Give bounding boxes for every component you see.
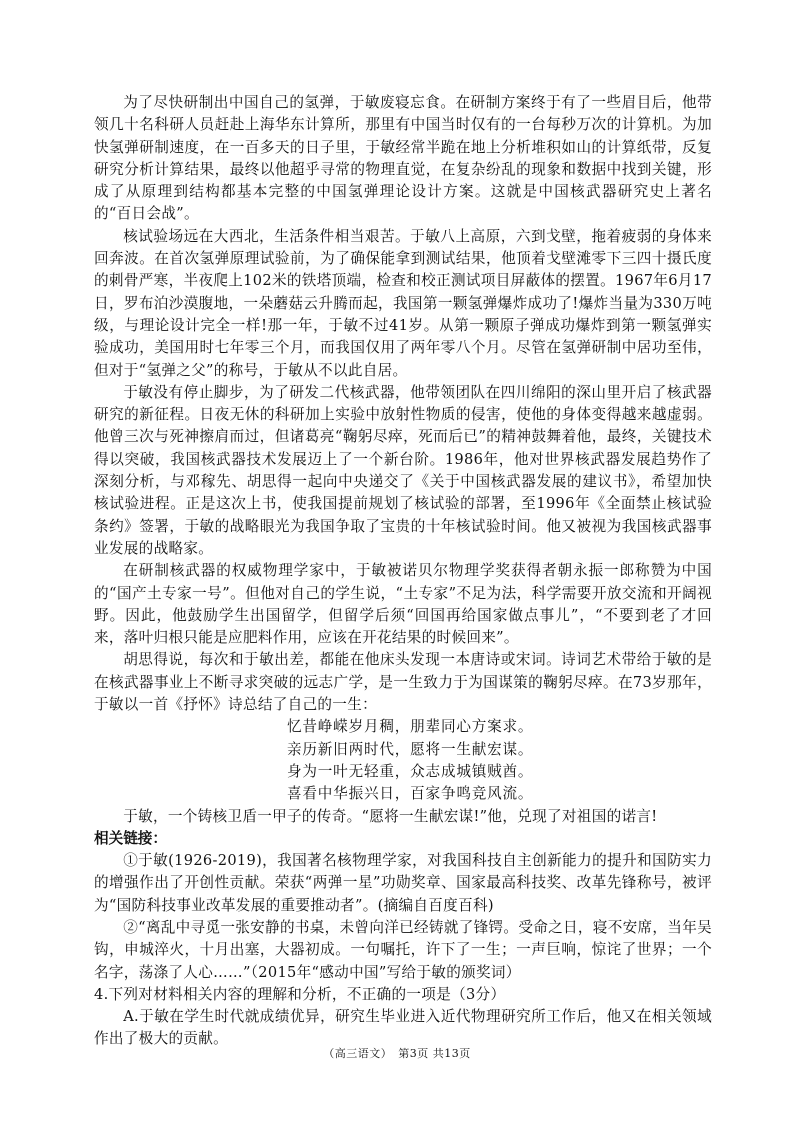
paragraph-4: 在研制核武器的权威物理学家中，于敏被诺贝尔物理学奖获得者朝永振一郎称赞为中国的“国产土专家一号”。但他对自己的学生说，“土专家”不足为法，科学需要开放交流和开阔视野。因此，他鼓励学生出国留学，但留学后须“回国再给国家做点事儿”，“不要到老了才回来，落叶归根只能是应肥料作用，应该在开花结果的时候回来”。 <box>94 562 712 647</box>
poem-line: 忆昔峥嵘岁月稠，朋辈同心方案求。 <box>287 718 534 736</box>
poem-line: 身为一叶无轻重，众志成城镇贼酋。 <box>287 762 534 780</box>
document-body <box>94 92 712 1051</box>
closing-paragraph: 于敏，一个铸核卫盾一甲子的传奇。“愿将一生献宏谋!”他，兑现了对祖国的诺言! <box>123 807 658 825</box>
paragraph-1: 为了尽快研制出中国自己的氢弹，于敏废寝忘食。在研制方案终于有了一些眉目后，他带领几十名科研人员赶赴上海华东计算所，那里有中国当时仅有的一台每秒万次的计算机。为加快氢弹研制速度，在一百多天的日子里，于敏经常半跪在地上分析堆积如山的计算纸带，反复研究分析计算结果，最终以他超乎寻常的物理直觉，在复杂纷乱的现象和数据中找到关键，形成了从原理到结构都基本完整的中国氢弹理论设计方案。这就是中国核武器研究史上著名的“百日会战”。 <box>94 94 712 223</box>
related-link-1: ①于敏(1926-2019)，我国著名核物理学家，对我国科技自主创新能力的提升和国防实力的增强作出了开创性贡献。荣获“两弹一星”功勋奖章、国家最高科技奖、改革先锋称号，被评为“国防科技事业改革发展的重要推动者”。(摘编自百度百科) <box>94 852 712 914</box>
question-stem: 4.下列对材料相关内容的理解和分析，不正确的一项是（3分） <box>94 985 506 1003</box>
related-link-2: ②“离乱中寻觅一张安静的书桌，未曾向洋已经铸就了锋锷。受命之日，寝不安席，当年吴钩，申城淬火，十月出塞，大器初成。一句嘱托，许下了一生；一声巨响，惊诧了世界；一个名字，荡涤了人心……”（2015年“感动中国”写给于敏的颁奖词） <box>94 918 712 981</box>
paragraph-2: 核试验场远在大西北，生活条件相当艰苦。于敏八上高原，六到戈壁，拖着疲弱的身体来回奔波。在首次氢弹原理试验前，为了确保能拿到测试结果，他顶着戈壁滩零下三四十摄氏度的刺骨严寒，半夜爬上102米的铁塔顶端，检查和校正测试项目屏蔽体的摆置。1967年6月17日，罗布泊沙漠腹地，一朵蘑菇云升腾而起，我国第一颗氢弹爆炸成功了!爆炸当量为330万吨级，与理论设计完全一样!那一年，于敏不过41岁。从第一颗原子弹成功爆炸到第一颗氢弹实验成功，美国用时七年零三个月，而我国仅用了两年零八个月。尽管在氢弹研制中居功至伟，但对于“氢弹之父”的称号，于敏从不以此自居。 <box>94 227 712 379</box>
poem <box>94 716 712 805</box>
page-footer: （高三语文） 第3页 共13页 <box>323 1047 471 1060</box>
paragraph-5: 胡思得说，每次和于敏出差，都能在他床头发现一本唐诗或宋词。诗词艺术带给于敏的是在核武器事业上不断寻求突破的远志广学，是一生致力于为国谋策的鞠躬尽瘁。在73岁那年，于敏以一首《抒怀》诗总结了自己的一生： <box>94 651 712 714</box>
related-links-heading: 相关链接： <box>94 829 167 847</box>
poem-line: 亲历新旧两时代，愿将一生献宏谋。 <box>287 740 534 758</box>
question-option-a: A.于敏在学生时代就成绩优异，研究生毕业进入近代物理研究所工作后，他又在相关领域作出了极大的贡献。 <box>94 1008 712 1048</box>
poem-line: 喜看中华振兴日，百家争鸣竞风流。 <box>287 785 534 803</box>
paragraph-3: 于敏没有停止脚步，为了研发二代核武器，他带领团队在四川绵阳的深山里开启了核武器研究的新征程。日夜无休的科研加上实验中放射性物质的侵害，使他的身体变得越来越虚弱。他曾三次与死神擦肩而过，但诸葛亮“鞠躬尽瘁，死而后已”的精神鼓舞着他，最终，关键技术得以突破，我国核武器技术发展迈上了一个新台阶。1986年，他对世界核武器发展趋势作了深刻分析，与邓稼先、胡思得一起向中央递交了《关于中国核武器发展的建议书》，希望加快核试验进程。正是这次上书，使我国提前规划了核试验的部署，至1996年《全面禁止核试验条约》签署，于敏的战略眼光为我国争取了宝贵的十年核试验时间。他又被视为我国核武器事业发展的战略家。 <box>94 383 712 557</box>
